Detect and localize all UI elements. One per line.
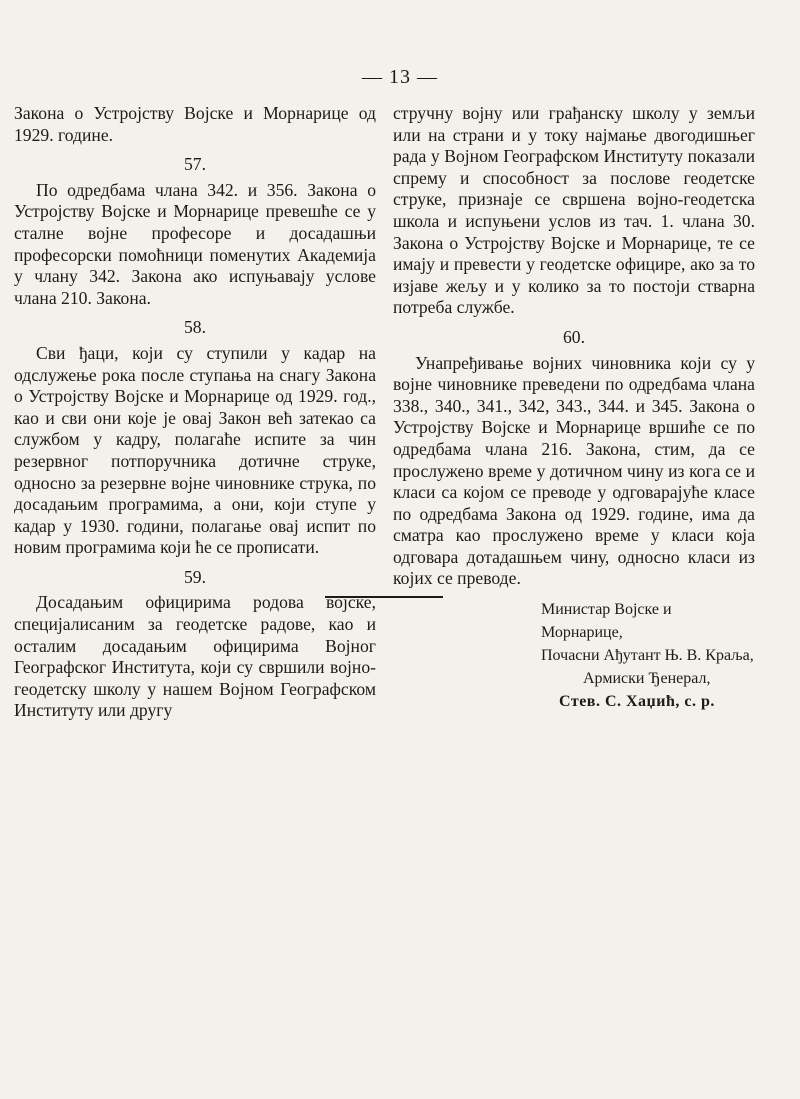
article-59-text: Досадањим официрима родова војске, специјалисаним за геодетске радове, као и осталим досадањим официрима Војног Географског Института, који су свршили војно-геодетску школу у нашем Војном Географском Институту или другу [14,592,376,721]
right-column [393,103,755,713]
section-divider [325,596,443,598]
signature-block [393,598,755,713]
article-59-continuation: стручну војну или грађанску школу у земљи или на страни и у току најмање двогодишњег рада у Војном Географском Институту показали спрему и способност за послове геодетске струке, признаје се свршена војно-геодетска школа и испуњени услов из тач. 1. члана 30. Закона о Устројству Војске и Морнарице, те се имају и превести у геодетске официре, ако за то изјаве жељу и у колико за то постоји стварна потреба службе. [393,103,755,318]
article-58-number: 58. [184,317,206,338]
article-58-text: Сви ђаци, који су ступили у кадар на одслужење рока после ступања на снагу Закона о Устројству Војске и Морнарице од 1929. год., као и сви они које је овај Закон већ затекао са службом у кадру, полагаће испите за чин резервног потпоручника дотичне струке, односно за резервне војне чиновнике струка, по досадањим програмима, а они, који ступе у кадар у 1930. години, полагање овај испит по новим програмима који ће се прописати. [14,342,376,558]
signature-honorary: Почасни Ађутант Њ. В. Краља, [541,647,754,665]
article-59-number: 59. [184,566,206,587]
signature-title: Министар Војске и Морнарице, [541,601,672,642]
article-57-text: По одредбама члана 342. и 356. Закона о Устројству Војске и Морнарице превешће се у сталне војне професоре и досадашњи професорски помоћници поменутих Академија у члану 342. Закона ако испуњавају услове члана 210. Закона. [14,179,376,308]
article-60-text: Унапређивање војних чиновника који су у војне чиновнике преведени по одредбама члана 338., 340., 341., 342, 343., 344. и 345. Закона о Устројству Војске и Морнарице вршиће се по одредбама члана 216. Закона, стим, да се прослужено време у дотичном чину из кога се и класи са којом се преводе у одговарајуће класе по одредбама Закона од 1929. године, има да сматра као прослужено време у класи која одговара дотадашњем чину, односно класи из којих се преводе. [393,352,755,589]
signature-rank: Армиски Ђенерал, [583,670,711,688]
article-60-number: 60. [563,326,585,347]
article-57-number: 57. [184,154,206,175]
paragraph-intro: Закона о Устројству Војске и Морнарице од 1929. године. [14,103,376,145]
page-number: — 13 — [362,66,438,88]
left-column [14,103,376,722]
signature-name: Стев. С. Хаџић, с. р. [559,693,715,711]
